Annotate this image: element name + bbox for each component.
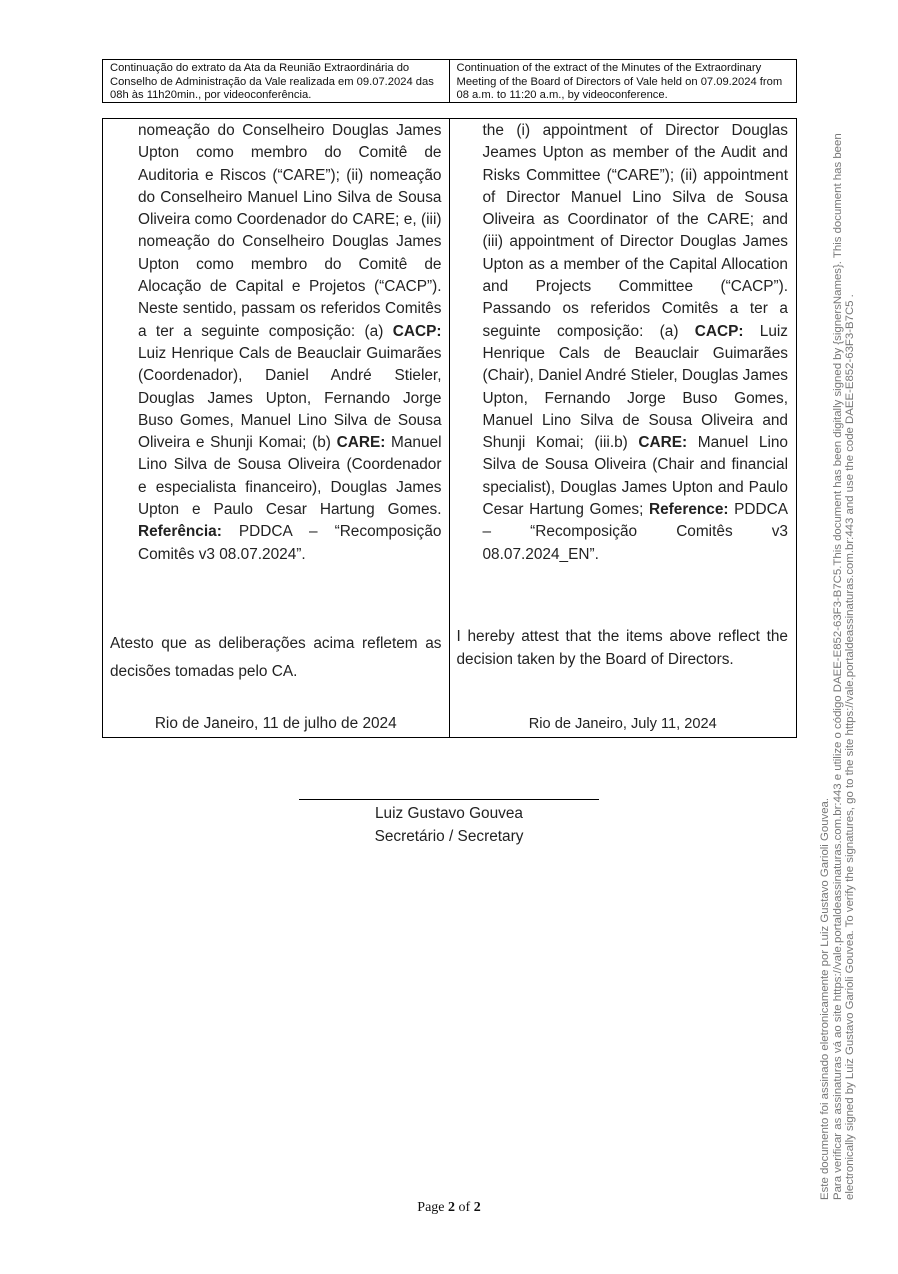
english-deliberation: the (i) appointment of Director Douglas Jeames Upton as member of the Audit and Risks Committee (“CARE”); (ii) appointment of Director Manuel Lino Silva de Sousa Oliveira as Coordinator of the CARE; and (iii) appointment of Director Douglas James Upton as a member of the Capital Allocation and Projects Committee (“CACP”). Passando os referidos Comitês a ter a seguinte composição: (a) CACP: Luiz Henrique Cals de Beauclair Guimarães (Chair), Daniel André Stieler, Douglas James Upton, Fernando Jorge Buso Gomes, Manuel Lino Silva de Sousa Oliveira and Shunji Komai; (iii.b) CARE: Manuel Lino Silva de Sousa Oliveira (Chair and financial specialist), Douglas James Upton and Paulo Cesar Hartung Gomes; Reference: PDDCA – “Recomposição Comitês v3 08.07.2024_EN”.: [482, 122, 788, 563]
signature-verification-note: [819, 40, 857, 1200]
side-note-line-1: Este documento foi assinado eletronicamente por Luiz Gustavo Garioli Gouvea.: [819, 797, 831, 1200]
signatory-role: Secretário / Secretary: [374, 828, 524, 845]
page-number: Page 2 of 2: [417, 1200, 481, 1215]
side-note-line-2: Para verificar as assinaturas vá ao site https://vale.portaldeassinaturas.com.br:443 e utilize o código DAEE-E852-63F3-B7C5.This document has been digitally signed by {signersNames}. This document has been: [831, 133, 844, 1200]
english-date: Rio de Janeiro, July 11, 2024: [528, 716, 717, 732]
header-table: [102, 59, 797, 103]
portuguese-column: [103, 119, 450, 737]
english-attestation: I hereby attest that the items above reflect the decision taken by the Board of Directors.: [456, 628, 788, 668]
portuguese-date: Rio de Janeiro, 11 de julho de 2024: [154, 715, 397, 732]
signature-line: [299, 799, 599, 800]
signatory-name: Luiz Gustavo Gouvea: [374, 805, 523, 822]
portuguese-attestation: Atesto que as deliberações acima refletem as decisões tomadas pelo CA.: [110, 635, 442, 680]
portuguese-deliberation: nomeação do Conselheiro Douglas James Upton como membro do Comitê de Auditoria e Riscos (“CARE”); (ii) nomeação do Conselheiro Manuel Lino Silva de Sousa Oliveira como Coordenador do CARE; e, (iii) nomeação do Conselheiro Douglas James Upton como membro do Comitê de Alocação de Capital e Projetos (“CACP”). Neste sentido, passam os referidos Comitês a ter a seguinte composição: (a) CACP: Luiz Henrique Cals de Beauclair Guimarães (Coordenador), Daniel André Stieler, Douglas James Upton, Fernando Jorge Buso Gomes, Manuel Lino Silva de Sousa Oliveira e Shunji Komai; (b) CARE: Manuel Lino Silva de Sousa Oliveira (Coordenador e especialista financeiro), Douglas James Upton e Paulo Cesar Hartung Gomes. Referência: PDDCA – “Recomposição Comitês v3 08.07.2024”.: [138, 122, 442, 563]
header-english: Continuation of the extract of the Minutes of the Extraordinary Meeting of the Board of Directors of Vale held on 07.09.2024 from 08 a.m. to 11:20 a.m., by videoconference.: [456, 62, 783, 102]
minutes-table: [102, 118, 797, 738]
header-portuguese: Continuação do extrato da Ata da Reunião Extraordinária do Conselho de Administração da Vale realizada em 09.07.2024 das 08h às 11h20min., por videoconferência.: [103, 60, 450, 102]
english-column: [450, 119, 797, 737]
side-note-line-3: electronically signed by Luiz Gustavo Garioli Gouvea. To verify the signatures, go to the site https://vale.portaldeassinaturas.com.br:443 and use the code DAEE-E852-63F3-B7C5 .: [844, 294, 857, 1200]
